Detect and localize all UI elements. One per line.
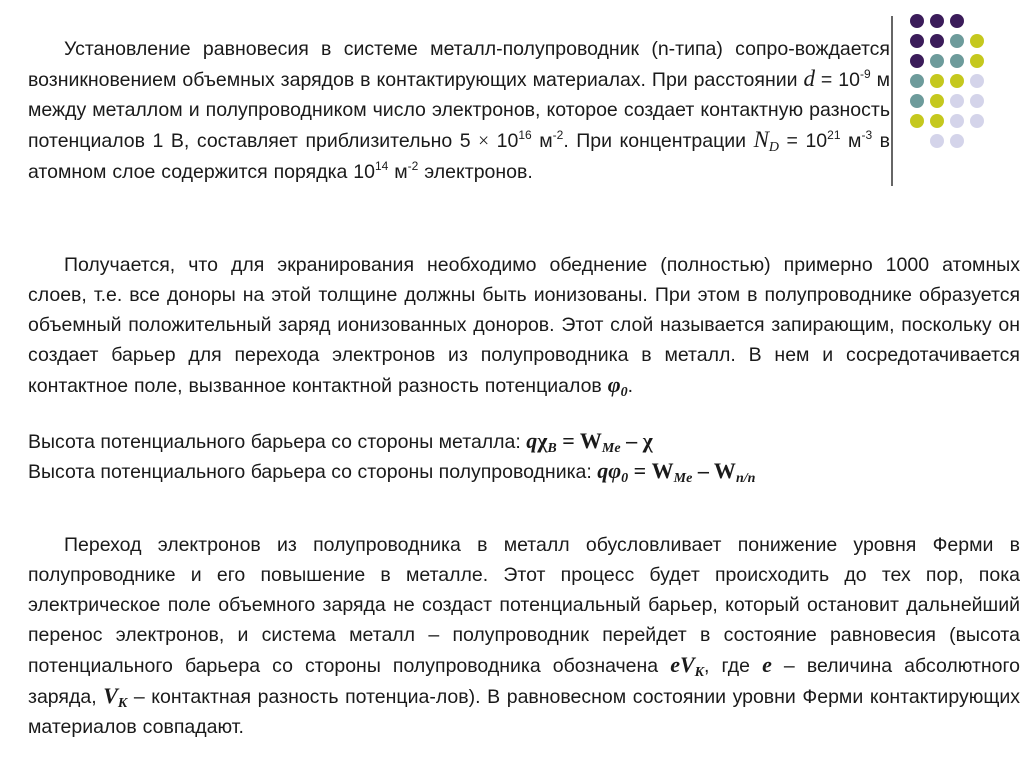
decorative-dot: [950, 74, 964, 88]
decorative-dot: [950, 94, 964, 108]
decorative-dot: [910, 114, 924, 128]
vertical-divider: [891, 16, 893, 186]
decorative-dot: [970, 54, 984, 68]
paragraph-equilibrium: Установление равновесия в системе металл-полупроводник (n-типа) сопро-вождается возникновением объемных зарядов в контактирующих материалах. При расстоянии $d = 10^{-9}$ м между металлом и полупроводником число электронов, которое создает контактную разность потенциалов 1 В, составляет приблизительно $5 \times 10^{16}$ $м^{-2}$. При концентрации $N_D = 10^{21}$ $м^{-3}$ в атомном слое содержится порядка $10^{14}$ $м^{-2}$ электронов.: [28, 38, 891, 183]
decorative-dot: [950, 34, 964, 48]
decorative-dot: [910, 74, 924, 88]
paragraph-depletion: Получается, что для экранирования необходимо обеднение (полностью) примерно 1000 атомных слоев, т.е. все доноры на этой толщине должны быть ионизованы. При этом в полупроводнике образуется объемный положительный заряд ионизованных доноров. Этот слой называется запирающим, поскольку он создает барьер для перехода электронов из полупроводника в металл. В нем и сосредотачивается контактное поле, вызванное контактной разность потенциалов $\varphi_0$.: [28, 254, 1020, 400]
decorative-dot: [950, 14, 964, 28]
decorative-dot: [910, 14, 924, 28]
paragraph-fermi-levels: Переход электронов из полупроводника в металл обусловливает понижение уровня Ферми в полупроводнике и его повышение в металле. Этот процесс будет происходить до тех пор, пока электрическое поле объемного заряда не создаст потенциальный барьер, который остановит дальнейший перенос электронов, и система металл – полупроводник перейдет в состояние равновесия (высота потенциального барьера со стороны полупроводника обозначена $eV_K$, где e – величина абсолютного заряда, $V_K$ – контактная разность потенциа-лов). В равновесном состоянии уровни Ферми контактирующих материалов совпадают.: [28, 534, 1021, 738]
decorative-dot: [950, 134, 964, 148]
decorative-dot: [970, 94, 984, 108]
decorative-dot: [970, 114, 984, 128]
decorative-dot: [950, 114, 964, 128]
decorative-dot: [930, 134, 944, 148]
decorative-dot: [910, 34, 924, 48]
decorative-dot: [930, 14, 944, 28]
decorative-dot: [930, 74, 944, 88]
decorative-dot: [910, 54, 924, 68]
decorative-dot: [910, 94, 924, 108]
decorative-dot: [930, 114, 944, 128]
barrier-metal-formula: Высота потенциального барьера со стороны металла: $q\chi_B = W_{Me} - \chi$: [28, 428, 653, 456]
decorative-dot: [950, 54, 964, 68]
decorative-dot: [970, 34, 984, 48]
decorative-dot: [930, 54, 944, 68]
decorative-dot: [970, 74, 984, 88]
decorative-dot: [930, 94, 944, 108]
decorative-dot: [930, 34, 944, 48]
barrier-semiconductor-formula: Высота потенциального барьера со стороны полупроводника: $q\varphi_0 = W_{Me} - W_{n/n}$: [28, 458, 756, 486]
